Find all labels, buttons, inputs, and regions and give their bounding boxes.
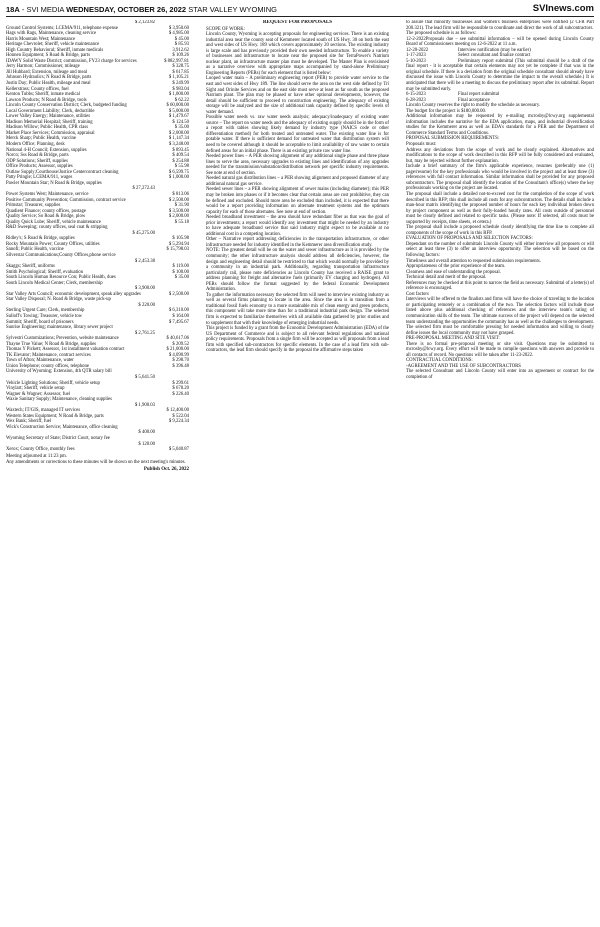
claim-text: High Country Behavioral; Sheriff, inmate medicals [6, 47, 104, 53]
rfp-paragraph: Possible water needs vs. raw water needs analysis; adequacy/inadequacy of existing water source – The report on water needs and the adequacy of existing supply should be in the form of a report with tables showing likely demand by industry type (NAICS code or other differentiation method) for both treated and untreated water. The existing water line is for potable water. If there is sufficient demand for untreated water that distribution system will need to be covered although it should be acceptable to limit availability of raw water to certain defined areas for an initial phase. There is an existing private raw water line. [206, 115, 389, 154]
claim-amount: $ 2,000.00 [168, 130, 189, 136]
claim-amount: $ 100.00 [172, 269, 189, 275]
claim-amount: $ 409.54 [172, 153, 189, 159]
claim-amount: $ 249.99 [172, 81, 189, 87]
claim-amount: $ 7,495.67 [168, 319, 189, 325]
claim-amount: $ 27,272.43 [132, 186, 155, 192]
claim-amount: $ 3,900.00 [134, 286, 155, 292]
rfp-paragraph: Include a brief summary of the firm's applicable experience, resumes (preferably one (1) page/resume) for the key professionals who would be involved in the project and at least three (3) references with full contact information. Similar information shall be provided for any proposed subcontractors. The proposal shall identify the location of the Consultant's office(s) where the key professionals working on the project are located. [406, 164, 594, 192]
claim-amount: $ 678.20 [172, 386, 189, 392]
claim-amount: $ 209.52 [172, 341, 189, 347]
claim-amount: $ 119.00 [172, 264, 189, 270]
claim-text: Wagner & Wagner; Assessor, fuel [6, 391, 70, 397]
claim-text: Madison Memorial Hospital; Sheriff, training [6, 119, 93, 125]
rfp-paragraph: 12-2-2022Proposals due – see submittal information – will be opened during Lincoln County Board of Commissioners meeting on 12-6-2022 at 11 a.m. [406, 36, 594, 48]
claim-amount: $ 2,500.00 [168, 291, 189, 297]
rfp-paragraph: The proposed schedule is as follows: [406, 31, 477, 37]
rfp-paragraph: Needed natural gas distribution lines – a PER showing alignment and proposed diameter of any additional natural gas service. [206, 176, 389, 187]
claim-amount: $ 522.04 [172, 413, 189, 419]
claim-text: Local Government Liability; Clerk, deductible [6, 108, 95, 114]
claim-text: Jerry Harmon; Commissioner, mileage [6, 64, 80, 70]
claim-text: Thayne True Value; N Road & Bridge, supplies [6, 341, 97, 347]
claim-text: Sanofi; Public Health, vaccine [6, 247, 64, 253]
schedule-item: Preliminary report submittal (This submittal should be a draft of the final report - it is acceptable that certain elements may not yet be complete if that was in the original schedule. If there is a deviation from the original schedule consultant should already have discussed the issue with Lincoln County to determine the impact to the overall schedule.) It is anticipated that there will be a meeting to discuss the preliminary report after its submittal. Report may be submitted early. [406, 58, 594, 92]
claim-text: Sylvestri Customizations; Prevention, website maintenance [6, 336, 119, 342]
claim-text: Power Systems West; Maintenance, service [6, 191, 89, 197]
claim-text: Summit; Sheriff, board of prisoners [6, 319, 74, 325]
claim-text: Quadient Finance; county offices, postage [6, 208, 86, 214]
claims-list [6, 20, 189, 453]
masthead-left: 18A - SVI MEDIA WEDNESDAY, OCTOBER 26, 2022 STAR VALLEY WYOMING [6, 5, 277, 14]
claim-text: Wick's Construction Service; Maintenance, office cleaning [6, 424, 118, 430]
claim-amount: $ 31.90 [174, 203, 189, 209]
claim-amount: $ 9,224.34 [168, 419, 189, 425]
claim-amount: $ 226.40 [172, 391, 189, 397]
claim-text: Ground Control Systems; LCEMA/911, telephone expense [6, 25, 118, 31]
schedule-item: Interview notification (may be earlier) [458, 47, 531, 53]
claim-amount: $ 6,599.75 [168, 169, 189, 175]
schedule-item: Select consultant and finalize contract [458, 53, 531, 59]
claim-text: TK Elevator; Maintenance, contract services [6, 352, 91, 358]
claim-text: Justin Day; Public Health, mileage and meal [6, 81, 91, 87]
rfp-paragraph: Additional information may be requested by e-mailing mcrosby@lcwy.org supplemental information includes the narrative for the EDA application, maps, and industrial diversification studies for the Kemmerer area as well as EDA's standards for a PER and the Department of Commerce Standard Terms and Conditions. [406, 114, 594, 136]
claim-text: Lawson Products; N Road & Bridge, tools [6, 97, 87, 103]
claim-text: Lower Valley Energy; Maintenance, utilities [6, 114, 91, 120]
claim-amount: $ 62.22 [174, 97, 189, 103]
claim-amount: $ 617.85 [172, 69, 189, 75]
claim-text: R&D Sweeping; county offices, seal coat & stripping [6, 225, 108, 231]
claim-text: Ridley's; S Road & Bridge, supplies [6, 236, 75, 242]
claim-text: Rocky Mountain Power; County Offices, utilities [6, 241, 100, 247]
claim-text: Sterling Urgent Care; Clerk, membership [6, 308, 85, 314]
claim-text: Positive Community Prevention; Commission, contract service [6, 197, 126, 203]
claim-amount: $ 220.00 [138, 302, 155, 308]
rfp-paragraph: NOTE: The greatest detail will be on the water and sewer infrastructure as it is provided by the community; the other infrastructure analysis should address all deficiencies, however, the design and engineering detail should be restricted to that which would normally be provided by a community in an industrial park. Additionally, regarding transportation infrastructure particularly rail, please note deficiencies as Lincoln County has received a RAISE grant to address planning for freight and alternative fuels (primarily EV charging and hydrogen). All PERs should follow the format suggested by the federal Economic Development Administration. [206, 248, 389, 293]
issue-date: WEDNESDAY, OCTOBER 26, 2022 [66, 5, 187, 14]
schedule-date: 1-17-2023 [406, 53, 426, 59]
claim-amount: $ 5,641.50 [134, 375, 155, 380]
claim-text: Merck Sharp; Public Health, vaccine [6, 136, 77, 142]
claim-text: Market Place Services; Commission, appraisal [6, 130, 95, 136]
rfp-paragraph: The budget for the project is $180,000.00. [406, 108, 487, 114]
claim-text: Silverstar Communications;County Offices,phone service [6, 252, 116, 258]
claim-text: Johnson Hydraulics; N Road & Bridge, parts [6, 75, 92, 81]
claim-amount: $ 85.93 [174, 42, 189, 48]
schedule-item: Final acceptance [458, 97, 490, 103]
claim-amount: $ 3,950.60 [168, 25, 189, 31]
rfp-paragraph: Clearness and ease of understanding the proposal. [406, 269, 501, 275]
schedule-row [406, 98, 594, 104]
claim-amount: $ 1,000.00 [168, 92, 189, 98]
claim-amount: $ 55.98 [174, 164, 189, 170]
claim-text: ODP Solutions; Sheriff, supplies [6, 158, 69, 164]
rfp-paragraph: Appropriateness of the prior experience of the team. [406, 264, 506, 270]
rfp-paragraph: The proposal shall include a proposed schedule clearly identifying the time line to complete all components of the scope of work in this RFP. [406, 225, 594, 236]
rfp-intro-right [406, 20, 594, 48]
claim-amount: $ 105.98 [172, 236, 189, 242]
rfp-schedule [406, 48, 594, 103]
claim-text: Honnen Equipment; S Road & Bridge, parts [6, 53, 91, 59]
schedule-date: 6-15-2023 [406, 92, 426, 98]
rfp-paragraph: The proposal shall include a detailed not-to-exceed cost for the completion of the scope of work described in this RFP; this shall include all costs for any subcontractors. The details shall include a man-hour matrix identifying the proposed number of hours for each key individual broken down by project component as well as their fully-loaded hourly rates. All costs outside of personnel must be clearly defined and related to specific tasks. (Please note: If selected, all costs must be supported by receipts, time sheets, et cetera.) [406, 191, 594, 225]
claim-amount: $ 299.61 [172, 380, 189, 386]
rfp-column-right [406, 20, 594, 921]
claim-text: University of Wyoming; Extension, 4th QTR salary bill [6, 369, 112, 375]
rfp-paragraph: SCOPE OF WORK: [206, 26, 245, 32]
claim-amount: $ 813.06 [172, 191, 189, 197]
claim-amount: $ 298.70 [172, 358, 189, 364]
rfp-paragraph: PROPOSAL SUBMISSION REQUIREMENTS: [406, 136, 500, 142]
rfp-paragraph: to assure that minority businesses and women's business enterprises were notified (2 CFR Part 200.321). The lead firm will be responsible to coordinate and direct the work of all subcontractors. [406, 20, 594, 31]
claim-text: Waxie Sanitary Supply; Maintenance, cleaning supplies [6, 397, 112, 403]
claim-amount: 3,912.62 [172, 47, 189, 53]
claim-text: Sunrise Engineering; maintenance, library sewer project [6, 325, 113, 331]
publish-line: Publish Oct. 26, 2022 [143, 466, 189, 472]
claim-amount: $ 1,000.00 [168, 175, 189, 181]
rfp-paragraph: Timeliness and overall attention to requested submission requirements. [406, 258, 541, 264]
rfp-paragraph: Needed broadband investment – the area should have redundant fiber as that was the goal of prior investments; a report would identify any investment that might be needed by an industry to have adequate broadband service that said industry might expect to be available at no additional cost in a competing location. [206, 215, 389, 237]
claim-amount: $ 2,000.00 [168, 214, 189, 220]
claim-text: Heritage Chevrolet; Sheriff, vehicle maintenance [6, 42, 100, 48]
claim-text: Star Valley Arts Council; economic development, speak alley upgrades [6, 291, 141, 297]
claim-amount: $ 1,105.21 [168, 75, 189, 81]
claim-amount: $ 2,500.00 [168, 197, 189, 203]
rfp-paragraph: Address any deviations from the scope of work and be clearly explained. Alternatives and modifications to the scope of work described in this RFP will be fully considered and evaluated, but, may be rejected without further explanation. [406, 147, 594, 164]
rfp-paragraph: CONTRACTUAL CONDITIONS: [406, 358, 473, 364]
claim-text: Star Valley Disposal; N. Road & Bridge, waste pick-up [6, 297, 111, 303]
claim-amount: $ 396.48 [172, 363, 189, 369]
claim-text: Xerox; County Office, monthly fees [6, 447, 75, 453]
claim-entry [6, 447, 189, 453]
claim-text: Kellerstrass; County offices, fuel [6, 86, 69, 92]
rfp-paragraph: There is no formal pre-proposal meeting or site visit. Questions may be submitted to mcrosby@lcwy.org. Every effort will be made to compile questions with answers and provide to all contacts of record. No questions will be taken after 11-23-2022. [406, 341, 594, 358]
claim-text: Modern Office; Planning, desk [6, 142, 65, 148]
claim-text: Wex Bank; Sheriff, fuel [6, 419, 52, 425]
page-number: 18A [6, 5, 20, 14]
claim-text: Jill Hubbard; Extension, mileage and meal [6, 69, 87, 75]
rfp-paragraph: References may be checked at this point to narrow the field as necessary. Submittal of a letter(s) of reference is encouraged. [406, 280, 594, 292]
rfp-paragraph: Technical detail and merit of the proposal. [406, 275, 487, 281]
claim-amount: $ 1,479.67 [168, 114, 189, 120]
claim-amount: $ 12,400.00 [166, 408, 189, 414]
rfp-paragraph: -AGREEMENT AND THE USE OF SUBCONTRACTORS [406, 363, 521, 369]
claim-text: Vehicle Lighting Solutions; Sheriff, vehicle setup [6, 380, 100, 386]
claim-amount: $ 5,040.87 [168, 447, 189, 453]
rfp-paragraph: Proposals must: [406, 142, 437, 148]
claim-amount: $ 328.75 [172, 64, 189, 70]
claim-amount: $ 5,294.94 [168, 241, 189, 247]
claim-text: IDAWY Solid Waste District; commission, FY23 charge for services [6, 58, 137, 64]
claim-amount: $ 1,900.03 [134, 402, 155, 408]
claim-text: Quality Service; So Road & Bridge, plow [6, 214, 86, 220]
paper-name: STAR VALLEY WYOMING [188, 5, 277, 14]
claim-amount: $ 55.18 [174, 219, 189, 225]
claim-text: South Lincoln Medical Center; Clerk, membership [6, 280, 103, 286]
claim-amount: $ 6,310.00 [168, 308, 189, 314]
claim-amount: $ 3,500.00 [168, 208, 189, 214]
claim-text: Smith Psychological; Sheriff, evaluation [6, 269, 83, 275]
claim-text: Office Products; Assessor, supplies [6, 164, 73, 170]
claim-text: Patty Pringle; LCEMA/911, wages [6, 175, 73, 181]
claim-text: Sulloff's Towing; Treasurer, vehicle tow [6, 313, 83, 319]
claim-text: Quality Quick Lube; Sheriff, vehicle maintenance [6, 219, 101, 225]
rfp-column-left [206, 20, 389, 921]
claim-amount: $ 400.00 [138, 430, 155, 436]
claim-amount: $ 120.00 [138, 441, 155, 447]
claim-amount: $ 124.50 [172, 119, 189, 125]
claim-text: Waxtech; IT/GIS, managed IT services [6, 408, 81, 414]
claim-amount: $ 45.00 [174, 36, 189, 42]
closing-notes [6, 454, 189, 466]
claim-text: Pawler Mountain Star; N Road & Bridge, supplies [6, 180, 102, 186]
rfp-paragraph: Lincoln County reserves the right to modify the schedule as necessary. [406, 103, 541, 109]
claim-amount: $ 4,090.99 [168, 352, 189, 358]
rfp-paragraph: EVALUATION OF PROPOSALS AND SELECTION FACTORS: [406, 236, 533, 242]
claim-amount: $ 2,453.38 [134, 258, 155, 264]
rfp-paragraph: PRE-PROPOSAL MEETING AND SITE VISIT: [406, 336, 500, 342]
rfp-body-left [206, 27, 389, 354]
rfp-title: REQUEST FOR PROPOSALS [262, 20, 333, 25]
site-name[interactable]: SVInews.com [532, 3, 594, 14]
claim-text: South Lincoln Human Resource Con; Public Health, dues [6, 275, 116, 281]
publication-name: SVI MEDIA [26, 5, 64, 14]
claim-text: Western States Equipment; N Road & Bridge, parts [6, 413, 104, 419]
rfp-paragraph: Looped water main – A preliminary engineering report (PER) to provide water service to the east and west sides of Hwy 189. The line should serve the area on the west side defined by Tri Sight and Orinite Services and on the east side must serve at least as far south as the proposed Natrium plant. The plan may be phased or have other optional developments, however, the detail should be sufficient to proceed to construction engineering. The adequacy of existing storage will be analyzed and the size of additional tank capacity defined by specific levels of water demand. [206, 76, 389, 115]
claim-text: Skaggs; Sheriff, uniforms [6, 264, 55, 270]
claim-amount: $ 2,761.25 [134, 330, 155, 336]
rfp-paragraph: Needed sewer lines – a PER showing alignment of sewer mains (including diameter); this PER may be broken into phases or if it becomes clear that certain areas are cost prohibitive, they can be defined and excluded. Should more area be excluded than included, it is expected that there would be a report providing information on alternate treatment systems and the optimum capacity for each of those alternates. See note at end of section. [206, 187, 389, 215]
claim-amount: $ 2,123.82 [134, 20, 155, 25]
claim-amount: $ 164.00 [172, 313, 189, 319]
claim-text: Norco; Sss Road & Bridge, parts [6, 153, 69, 159]
rfp-paragraph: Needed power lines – A PER showing alignment of any additional single phase and three phase lines to serve the area, necessary upgrades to existing lines and identification of any upgrades needed for the transmission/substation/distribution network per specific industry requirements. See note at end of section. [206, 154, 389, 176]
claim-text: Outlaw Supply;Courthouse/Justice Centercontract cleaning [6, 169, 119, 175]
claim-amount: $ 45,275.00 [132, 230, 155, 236]
claim-amount: $ 893.45 [172, 147, 189, 153]
rfp-paragraph: The selected Consultant and Lincoln County will enter into an agreement or contract for the completion of [406, 369, 594, 380]
schedule-date: 12-20-2022 [406, 47, 429, 53]
claims-column [6, 20, 189, 921]
claim-amount: $ 35.00 [174, 275, 189, 281]
claim-amount: $ 5,000.00 [168, 108, 189, 114]
schedule-row [406, 59, 594, 92]
claim-text: Vinylart; Sheriff, vehicle setup [6, 386, 65, 392]
rfp-paragraph: Other – Narrative report addressing deficiencies in the transportation infrastructure, or other infrastructure needed for industry identified in the Kemmerer area diversification study. [206, 237, 389, 248]
claim-text: Primstar; Treasurer, supplies [6, 203, 61, 209]
claim-text: National 4-H Council; Extension, supplies [6, 147, 87, 153]
claim-amount: $ 109.26 [172, 53, 189, 59]
claim-amount: $ 4,985.00 [168, 31, 189, 37]
claim-amount: $ 60,000.00 [166, 103, 189, 109]
rfp-paragraph: Cost factors [406, 291, 429, 297]
schedule-date: 5-10-2023 [406, 58, 426, 64]
claim-amount: $ 1,147.34 [168, 136, 189, 142]
claim-text: Wyoming Secretary of State; District Court, notary fee [6, 436, 110, 442]
rfp-paragraph: This project is funded by a grant from the Economic Development Administration (EDA) of the US Department of Commerce and is subject to all relevant federal regulations and national policy requirements. Proposals from a single firm will be accepted as will proposals from a lead firm with specified sub-contractors for specific elements. In the case of a lead firm with sub-contractors, the lead firm should specify in the proposal the affirmative steps taken [206, 326, 389, 354]
schedule-item: Final report submittal [458, 92, 500, 98]
claim-amount: $ 3,248.00 [168, 142, 189, 148]
rfp-paragraph: Lincoln County, Wyoming is accepting proposals for engineering services. There is an existing industrial area near the county seat of Kemmerer located south of US Hwy. 30 on both the east and west sides of US Hwy. 189 which covers approximately 20 sections. The existing industry is large scale and has previously provided their own needed infrastructure. To enable a variety of businesses and infrastructure to locate near the proposed site for TerraPower's Natrium nuclear plant, an infrastructure master plan must be developed. The Master Plan is envisioned as a narrative overview with appropriate maps accompanied by stand-alone Preliminary Engineering Reports (PERs) for each element that is listed below: [206, 32, 389, 76]
schedule-date: 6-28-2023 [406, 97, 426, 103]
claim-text: Thomas Y Pickett; Assessor, 1st installment valuation contract [6, 347, 125, 353]
claim-amount: $ 40,617.06 [166, 336, 189, 342]
claim-text: Lincoln County Conservation District; Clerk, budgeted funding [6, 103, 127, 109]
claim-amount: $ 35.00 [174, 125, 189, 131]
claim-amount: $ 254.88 [172, 158, 189, 164]
closing-note: Meeting adjourned at 11:23 pm. [6, 453, 67, 459]
claim-text: Union Telephone; county offices, telephone [6, 363, 89, 369]
claim-text: Kenton Tubbs; Sheriff, inmate medical [6, 92, 80, 98]
claim-text: Town of Afton; Maintenance, water [6, 358, 74, 364]
claim-amount: $ 983.04 [172, 86, 189, 92]
rfp-body-right [406, 103, 594, 380]
claim-text: Madison Willow; Public Health, CPR class [6, 125, 89, 131]
masthead [6, 3, 594, 17]
closing-note: Any amendments or corrections to these minutes will be shown on the next meeting's minutes. [6, 460, 186, 466]
claim-amount: $ 882,997.81 [164, 58, 189, 64]
rfp-paragraph: Dependant on the number of submittals Lincoln County will either interview all proposers or will select at least three (3) to offer an interview opportunity. The selection will be based on the following factors: [406, 241, 594, 258]
claim-text: Hags with Rags, Maintenance, cleaning service [6, 31, 97, 37]
claim-text: Harris Mountain West; Maintenance [6, 36, 76, 42]
claim-amount: $ 21,000.00 [166, 347, 189, 353]
claim-amount: $ 15,798.03 [166, 247, 189, 253]
rfp-paragraph: Interviews will be offered to the finalists and firms will have the choice of traveling to the location or participating remotely or a combination of the two. The selection factors will include those listed above plus additional checking of references and the interview team's rating of communication skills of the team. The ultimate success of the project will depend on the selected team understanding the opportunities the community has as well as the challenges to development. The selected firm must be comfortable pressing for needed information and willing to clearly define issues the local community may not have grasped. [406, 297, 594, 336]
rfp-paragraph: To gather the information necessary the selected firm will need to interview existing industry as well as several firms planning to locate in the area. Since the area is in transition from a traditional fossil fuels economy to a more sustainable mix of clean energy and green products, this component will take more time than for a traditional industrial park design. The selected firm is expected to familiarize themselves with all available data gathered by prior studies and to supplement that with their knowledge of emerging industrial needs. [206, 292, 389, 326]
